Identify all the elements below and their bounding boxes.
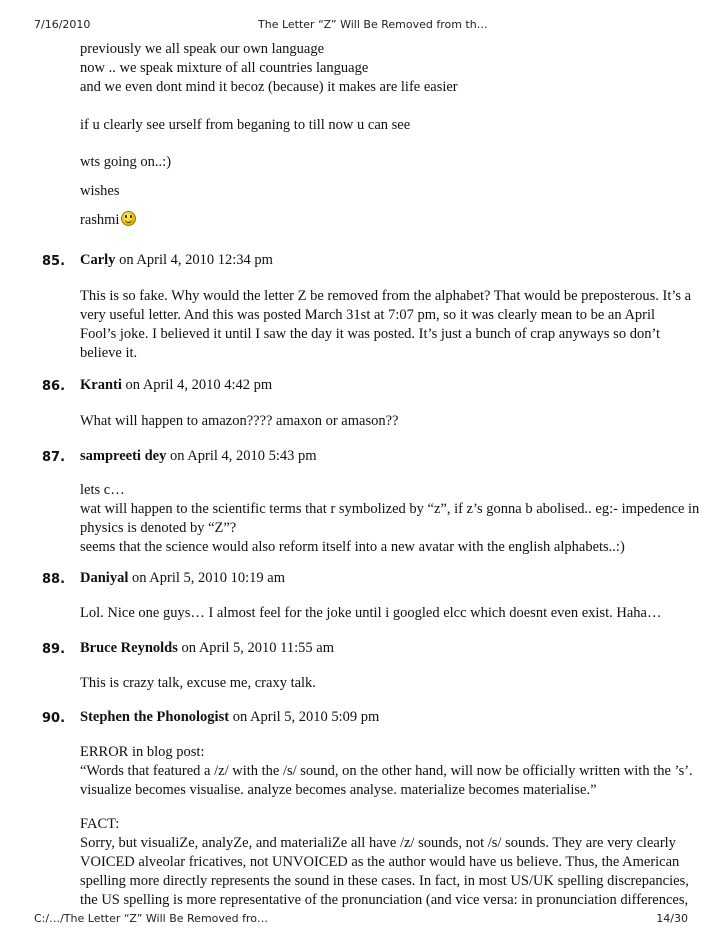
comment-continuation <box>80 40 692 97</box>
comment-number: 89. <box>42 642 66 657</box>
comment-header <box>80 708 692 727</box>
comment-meta: on April 5, 2010 10:19 am <box>128 570 286 586</box>
comment-line: and we even dont mind it becoz (because) it makes are life easier <box>80 79 458 95</box>
comment-number: 90. <box>42 711 66 726</box>
comment-line: wts going on..:) <box>80 154 172 170</box>
comment-line: wishes <box>80 183 120 199</box>
comment-line: Lol. Nice one guys… I almost feel for the joke until i googled elcc which doesnt even exist. Haha… <box>80 605 662 621</box>
comment-header <box>80 569 692 588</box>
comment-line: VOICED alveolar fricatives, not UNVOICED as the author would have us believe. Thus, the American <box>80 854 680 870</box>
comment-body <box>80 674 692 693</box>
print-page-title: The Letter “Z” Will Be Removed from th… <box>258 18 488 31</box>
comment-line: visualize becomes visualise. analyze becomes analyse. materialize becomes materialise.” <box>80 782 597 798</box>
comment-header <box>80 376 692 395</box>
comment-line: spelling more directly represents the sound in these cases. In fact, in most US/UK spelling discrepancies, <box>80 873 689 889</box>
comment-author[interactable]: Carly <box>80 252 116 268</box>
comment-line: What will happen to amazon???? amaxon or amason?? <box>80 413 399 429</box>
comment-number: 86. <box>42 379 66 394</box>
comment-header <box>80 639 692 658</box>
comment-paragraph <box>80 182 692 201</box>
comment-author[interactable]: Stephen the Phonologist <box>80 709 230 725</box>
smiley-face-icon <box>121 211 136 226</box>
comment-meta: on April 5, 2010 5:09 pm <box>229 709 380 725</box>
comment-line: believe it. <box>80 345 138 361</box>
comment-body <box>80 743 692 800</box>
comment-line: FACT: <box>80 816 120 832</box>
comment-paragraph <box>80 153 692 172</box>
comment-meta: on April 4, 2010 4:42 pm <box>121 377 273 393</box>
comment-author[interactable]: Daniyal <box>80 570 129 586</box>
comment-author[interactable]: Bruce Reynolds <box>80 640 178 656</box>
comment-body <box>80 815 692 910</box>
comment-number: 88. <box>42 572 66 587</box>
comment-line: previously we all speak our own language <box>80 41 325 57</box>
comment-meta: on April 5, 2010 11:55 am <box>177 640 335 656</box>
comment-number: 87. <box>42 450 66 465</box>
comment-body <box>80 481 700 557</box>
comment-line: lets c… <box>80 482 125 498</box>
comment-line: the US spelling is more representative of the pronunciation (and vice versa: in pronunciation differences, <box>80 892 689 908</box>
comment-author[interactable]: sampreeti dey <box>80 448 167 464</box>
comment-number: 85. <box>42 254 66 269</box>
comment-line: physics is denoted by “Z”? <box>80 520 237 536</box>
comment-paragraph <box>80 116 692 135</box>
signature-text: rashmi <box>80 212 120 228</box>
comment-line: Fool’s joke. I believed it until I saw the day it was posted. It’s just a bunch of crap anyways so don’t <box>80 326 661 342</box>
print-page-number: 14/30 <box>656 912 688 925</box>
comment-line: if u clearly see urself from beganing to till now u can see <box>80 117 411 133</box>
comment-header <box>80 447 692 466</box>
comment-meta: on April 4, 2010 5:43 pm <box>166 448 317 464</box>
comment-body <box>80 412 692 431</box>
comment-meta: on April 4, 2010 12:34 pm <box>115 252 273 268</box>
comment-line: seems that the science would also reform itself into a new avatar with the english alphabets..:) <box>80 539 625 555</box>
comment-line: ERROR in blog post: <box>80 744 205 760</box>
comment-line: very useful letter. And this was posted March 31st at 7:07 pm, so it was clearly mean to be an April <box>80 307 656 323</box>
comment-body <box>80 604 692 623</box>
comment-line: This is crazy talk, excuse me, craxy talk. <box>80 675 316 691</box>
comment-line: Sorry, but visualiZe, analyZe, and materialiZe all have /z/ sounds, not /s/ sounds. They are very clearly <box>80 835 676 851</box>
comment-line: wat will happen to the scientific terms that r symbolized by “z”, if z’s gonna b abolised.. eg:- impedence in <box>80 501 700 517</box>
comment-body <box>80 287 692 363</box>
comment-line: “Words that featured a /z/ with the /s/ sound, on the other hand, will now be officially written with the ’s’. <box>80 763 693 779</box>
print-date: 7/16/2010 <box>34 18 91 31</box>
comment-line: now .. we speak mixture of all countries language <box>80 60 369 76</box>
comment-author[interactable]: Kranti <box>80 377 122 393</box>
comment-line: This is so fake. Why would the letter Z be removed from the alphabet? That would be preposterous. It’s a <box>80 288 692 304</box>
comment-header <box>80 251 692 270</box>
print-file-path: C:/…/The Letter “Z” Will Be Removed fro… <box>34 912 269 925</box>
comment-signature <box>80 211 692 230</box>
